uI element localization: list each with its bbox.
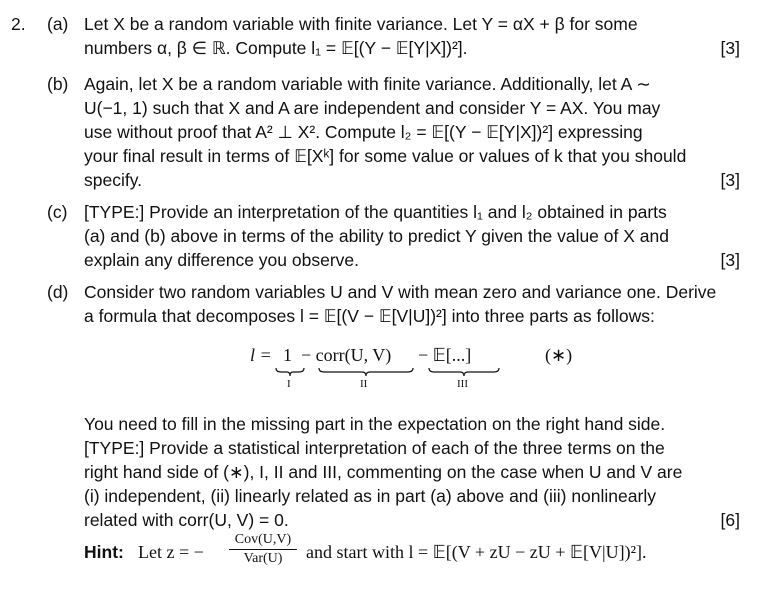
part-c-line-3: explain any difference you observe. (84, 250, 359, 270)
part-d-after-line-5: related with corr(U, V) = 0. (84, 510, 289, 530)
underbrace-term-3 (428, 367, 500, 377)
underbrace-term-1 (275, 367, 305, 377)
hint-prefix: Let z = − (138, 542, 204, 562)
part-b-line-2: U(−1, 1) such that X and A are independent and consider Y = AX. You may (84, 98, 661, 118)
part-c-label: (c) (47, 202, 68, 222)
part-c-line-2: (a) and (b) above in terms of the ability to predict Y given the value of X and (84, 226, 669, 246)
decomposition-equation (250, 345, 573, 395)
part-d-label: (d) (47, 282, 69, 302)
part-d-line-1: Consider two random variables U and V with mean zero and variance one. Derive (84, 282, 717, 302)
hint-denominator: Var(U) (243, 551, 283, 566)
equation-tag: (∗) (545, 345, 573, 365)
part-d-line-2: a formula that decomposes l = 𝔼[(V − 𝔼[V|U])²] into three parts as follows: (84, 306, 655, 326)
part-a-line-1: Let X be a random variable with finite variance. Let Y = αX + β for some (84, 14, 638, 34)
part-c-marks: [3] (720, 250, 740, 270)
underbrace-term-2 (318, 367, 414, 377)
part-a-label: (a) (47, 14, 69, 34)
part-a-line-2: numbers α, β ∈ ℝ. Compute l₁ = 𝔼[(Y − 𝔼[Y|X])²]. (84, 38, 468, 58)
part-c-line-1: [TYPE:] Provide an interpretation of the quantities l₁ and l₂ obtained in parts (84, 202, 667, 222)
part-d-marks: [6] (720, 510, 740, 530)
part-d-after-line-4: (i) independent, (ii) linearly related as in part (a) above and (iii) nonlinearly (84, 486, 656, 506)
part-b-line-1: Again, let X be a random variable with finite variance. Additionally, let A ∼ (84, 74, 651, 94)
fraction-bar (229, 549, 297, 550)
part-d-after-line-3: right hand side of (∗), I, II and III, commenting on the case when U and V are (84, 462, 683, 482)
part-a-marks: [3] (720, 38, 740, 58)
question-number: 2. (11, 14, 26, 34)
hint-suffix: and start with l = 𝔼[(V + zU − zU + 𝔼[V|U])²]. (306, 542, 647, 562)
part-b-line-5: specify. (84, 170, 143, 190)
hint-fraction (227, 532, 299, 572)
hint-numerator: Cov(U,V) (234, 532, 292, 547)
equation-term-2: − corr(U, V) (301, 345, 392, 365)
equation-term-1: 1 (283, 345, 292, 365)
part-d-after-line-2: [TYPE:] Provide a statistical interpretation of each of the three terms on the (84, 438, 665, 458)
part-b-marks: [3] (720, 170, 740, 190)
equation-term-3: − 𝔼[...] (418, 345, 472, 365)
part-b-label: (b) (47, 74, 69, 94)
part-d-after-line-1: You need to fill in the missing part in the expectation on the right hand side. (84, 414, 666, 434)
equation-lhs: l = (250, 345, 272, 365)
part-b-line-4: your final result in terms of 𝔼[Xᵏ] for some value or values of k that you should (84, 146, 687, 166)
underbrace-label-II: II (360, 378, 368, 390)
hint-label: Hint: (84, 542, 124, 562)
part-b-line-3: use without proof that A² ⊥ X². Compute l₂ = 𝔼[(Y − 𝔼[Y|X])²] expressing (84, 122, 643, 142)
underbrace-label-III: III (457, 378, 468, 390)
underbrace-label-I: I (287, 378, 291, 390)
